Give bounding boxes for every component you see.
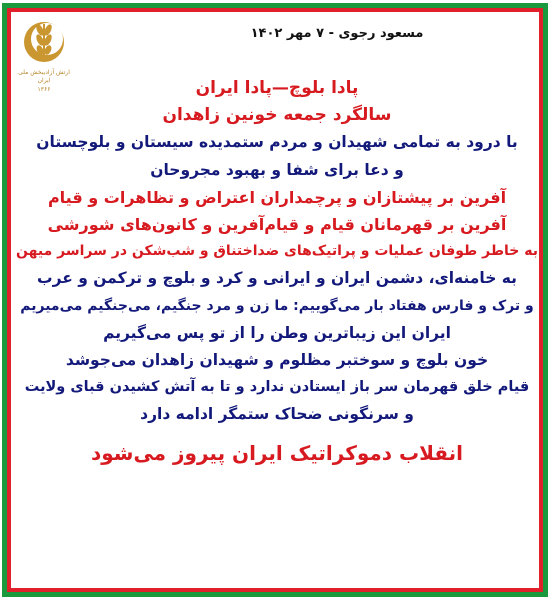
statement-line: به خاطر طوفان عملیات و پراتیک‌های ضداختناق و شب‌شکن در سراسر میهن [16,243,538,260]
closing-line: انقلاب دموکراتیک ایران پیروز می‌شود [90,440,464,465]
logo-caption: ارتش آزادیبخش ملی ایران [18,69,70,84]
statement-line: سالگرد جمعه خونین زاهدان [162,105,392,126]
statement-line: با درود به تمامی شهیدان و مردم ستمدیده سیستان و بلوچستان [36,133,518,152]
statement-line: و دعا برای شفا و بهبود مجروحان [150,160,404,179]
logo-caption-year: ۱۳۶۶ [37,86,51,93]
statement-body [16,75,538,470]
emblem-icon [21,16,67,68]
statement-line: آفرین بر پیشتازان و پرچمداران اعتراض و تظاهرات و قیام [47,187,507,207]
statement-line: و ترک و فارس هفتاد بار می‌گوییم: ما زن و مرد جنگیم، می‌جنگیم می‌میریم [20,297,534,314]
statement-line: قیام خلق قهرمان سر باز ایستادن ندارد و تا به آتش کشیدن قبای ولایت [24,379,530,396]
statement-line: آفرین بر قهرمانان قیام و قیام‌آفرین و کانون‌های شورشی [47,215,507,235]
author-date-line: مسعود رجوی - ۷ مهر ۱۴۰۲ [250,26,424,41]
statement-line: ایران این زیباترین وطن را از تو پس می‌گیریم [103,323,451,342]
statement-line: و سرنگونی ضحاک ستمگر ادامه دارد [140,405,414,424]
statement-line: خون بلوچ و سوختبر مظلوم و شهیدان زاهدان می‌جوشد [65,351,489,370]
statement-line: به خامنه‌ای، دشمن ایران و ایرانی و کرد و بلوچ و ترکمن و عرب [37,269,517,288]
statement-line: پادا بلوچ—پادا ایران [195,78,359,98]
